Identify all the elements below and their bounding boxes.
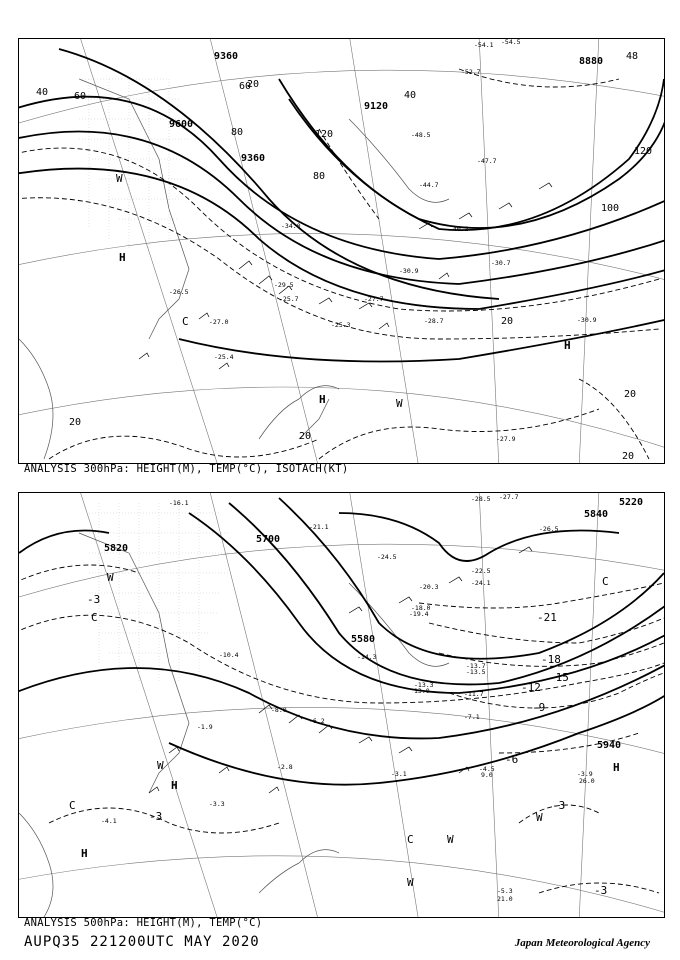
warm-center-symbol: W — [536, 811, 543, 824]
high-center-symbol: H — [81, 847, 88, 860]
temp-label: -5.3 — [497, 887, 513, 895]
temp-label: -4.1 — [101, 817, 117, 825]
temp-label: -3.9 — [577, 770, 593, 778]
temp-label: -24.5 — [377, 553, 397, 561]
high-center-symbol: H — [119, 251, 126, 264]
temp-label: -30.9 — [577, 316, 597, 324]
height-label: 5700 — [256, 534, 281, 545]
isotach-label: 20 — [622, 451, 635, 462]
map-300hpa — [19, 39, 664, 463]
caption-500hpa: ANALYSIS 500hPa: HEIGHT(M), TEMP(°C) — [24, 917, 263, 929]
height-label-group — [104, 497, 643, 751]
warm-center-symbol: W — [107, 571, 114, 584]
height-label: 5820 — [104, 543, 129, 554]
temp-label: -6.2 — [309, 717, 325, 725]
temp-label: -26.5 — [539, 525, 559, 533]
temp-label: -40.2 — [449, 225, 469, 233]
temp-label: -8.0 — [271, 706, 287, 714]
temp-label: -1.9 — [197, 723, 213, 731]
temp-label: -20.3 — [419, 583, 439, 591]
temp-label: -16.1 — [169, 499, 189, 507]
temp-label: -25.3 — [331, 321, 351, 329]
caption-300hpa: ANALYSIS 300hPa: HEIGHT(M), TEMP(°C), ISOTACH(KT) — [24, 463, 349, 475]
temp-label: -54.5 — [501, 39, 521, 46]
temp-label: -27.7 — [364, 295, 384, 303]
isotach-label: 20 — [299, 431, 312, 442]
isotach-label: 48 — [626, 51, 639, 62]
height-label: 8880 — [579, 56, 604, 67]
temp-label: -27.0 — [209, 318, 229, 326]
temp-label: -7.1 — [464, 713, 480, 721]
temp-label: -14.3 — [357, 653, 377, 661]
isotherm-label: -21 — [537, 611, 557, 624]
isotherm-label: -6 — [505, 753, 519, 766]
isotach-label: 120 — [634, 146, 653, 157]
isotherm-label: -12 — [521, 681, 541, 694]
temp-label: 21.0 — [497, 895, 513, 903]
height-label: 5580 — [351, 634, 376, 645]
height-contours — [19, 49, 664, 362]
isotach-label: 100 — [601, 203, 620, 214]
temp-label: -27.7 — [499, 493, 519, 501]
temp-label: -13.3 — [414, 681, 434, 689]
height-contours — [19, 498, 664, 785]
temp-label: -30.7 — [491, 259, 511, 267]
height-label: 9120 — [364, 101, 389, 112]
isotach-label: 40 — [36, 87, 49, 98]
terrain-shading — [89, 503, 229, 683]
temp-label: -13.5 — [466, 668, 486, 676]
isotherm-label: -9 — [532, 701, 546, 714]
agency-name: Japan Meteorological Agency — [514, 937, 650, 949]
warm-center-symbol: W — [157, 759, 164, 772]
isotach-label: 60 — [74, 91, 87, 102]
isotherm-label: -15 — [549, 671, 569, 684]
temp-label: -47.7 — [477, 157, 497, 165]
height-label: 5940 — [597, 740, 622, 751]
temp-label: -54.1 — [474, 41, 494, 49]
height-label: 9600 — [169, 119, 194, 130]
isotach-label: 80 — [313, 171, 326, 182]
temp-label: -2.8 — [277, 763, 293, 771]
temp-label: -26.5 — [169, 288, 189, 296]
temp-label: -3.1 — [391, 770, 407, 778]
isotherm-label: -18 — [541, 653, 561, 666]
high-center-symbol: H — [613, 761, 620, 774]
temp-label: -22.5 — [471, 567, 491, 575]
graticule — [19, 39, 664, 463]
temp-label: -27.9 — [496, 435, 516, 443]
height-label: 5220 — [619, 497, 644, 508]
height-label: 5840 — [584, 509, 609, 520]
isotach-label: 40 — [404, 90, 417, 101]
isotherm-label: -3 — [87, 593, 101, 606]
temp-label: -34.0 — [281, 222, 301, 230]
warm-center-symbol: W — [116, 172, 123, 185]
isotach-label: 20 — [501, 316, 514, 327]
warm-center-symbol: W — [407, 876, 414, 889]
height-label: 9360 — [214, 51, 239, 62]
temp-label: -21.1 — [309, 523, 329, 531]
isotach-label: 80 — [231, 127, 244, 138]
cold-center-symbol: C — [407, 833, 414, 846]
temp-label: -19.4 — [409, 610, 429, 618]
isotherm-label: -3 — [594, 884, 608, 897]
high-center-symbol: H — [564, 339, 571, 352]
temp-label: -10.4 — [219, 651, 239, 659]
graticule — [19, 493, 664, 917]
temp-label: -13.7 — [466, 662, 486, 670]
temp-label: -28.5 — [471, 495, 491, 503]
chart-id-and-time: AUPQ35 221200UTC MAY 2020 — [24, 934, 260, 950]
chart-500hpa — [18, 492, 665, 918]
temp-label: -11.7 — [464, 690, 484, 698]
isotach-label: 120 — [315, 129, 334, 140]
temp-label: 9.0 — [481, 771, 493, 779]
temp-label-group — [169, 39, 597, 443]
high-center-symbol: H — [319, 393, 326, 406]
temp-label: -52.7 — [461, 68, 481, 76]
temp-label: -29.5 — [274, 281, 294, 289]
temp-label: -25.4 — [214, 353, 234, 361]
isotach-label: 20 — [69, 417, 82, 428]
cold-center-symbol: C — [182, 315, 189, 328]
temp-label: -4.5 — [479, 765, 495, 773]
temp-label: -30.9 — [399, 267, 419, 275]
temp-label: 26.0 — [579, 777, 595, 785]
warm-center-symbol: W — [396, 397, 403, 410]
height-label-group — [169, 51, 603, 164]
isotach-label: 20 — [247, 79, 260, 90]
temp-label: -24.1 — [471, 579, 491, 587]
isotach-contours — [19, 69, 659, 459]
temp-label: -25.7 — [279, 295, 299, 303]
chart-300hpa — [18, 38, 665, 464]
high-center-symbol: H — [171, 779, 178, 792]
warm-center-symbol: W — [447, 833, 454, 846]
isotherm-label-group — [87, 593, 607, 897]
cold-center-symbol: C — [91, 611, 98, 624]
map-500hpa — [19, 493, 664, 917]
isotach-label: 20 — [624, 389, 637, 400]
cold-center-symbol: C — [69, 799, 76, 812]
temp-label: -28.7 — [424, 317, 444, 325]
height-label: 9360 — [241, 153, 266, 164]
cold-center-symbol: C — [602, 575, 609, 588]
isotherm-label: -3 — [552, 799, 566, 812]
isotach-label: 60 — [239, 81, 252, 92]
temp-label-group — [101, 493, 595, 903]
temp-label: -44.7 — [419, 181, 439, 189]
terrain-shading — [79, 79, 189, 249]
temp-label: -3.3 — [209, 800, 225, 808]
temp-label: -18.0 — [411, 604, 431, 612]
temp-label: -48.5 — [411, 131, 431, 139]
isotherm-label: -3 — [149, 810, 163, 823]
temp-label: 13.0 — [414, 687, 430, 695]
